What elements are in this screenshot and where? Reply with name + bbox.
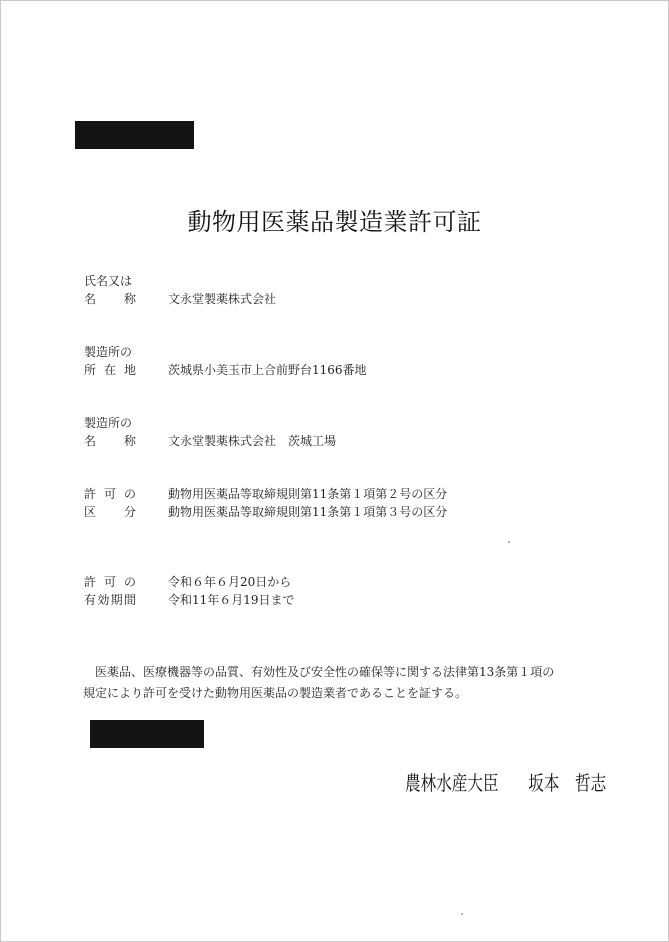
- signatory-name: 坂本 哲志: [528, 771, 607, 795]
- field-name-label-line1: 氏名又は: [84, 274, 133, 288]
- field-facility-label-line2: 名 称: [84, 434, 136, 448]
- field-validity-value-line2: 令和11年６月19日まで: [168, 593, 295, 607]
- field-address-label-line2: 所 在 地: [84, 363, 136, 377]
- field-name-label-line2: 名 称: [84, 292, 136, 306]
- scan-speck: [508, 541, 510, 543]
- redacted-block-top: [75, 121, 194, 149]
- scan-speck: [461, 913, 463, 915]
- field-permit-category: [84, 485, 447, 521]
- field-validity-label-line2: 有効期間: [84, 593, 136, 607]
- field-facility: [84, 414, 336, 450]
- statement-line2: 規定により許可を受けた動物用医薬品の製造業者であることを証する。: [83, 686, 468, 700]
- field-permit-label-line2: 区 分: [84, 505, 136, 519]
- field-permit-label-line1: 許 可 の: [84, 487, 136, 501]
- field-permit-value-line1: 動物用医薬品等取締規則第11条第１項第２号の区分: [168, 487, 448, 501]
- field-address: [84, 343, 367, 379]
- field-name-value: 文永堂製薬株式会社: [168, 292, 277, 306]
- field-permit-value-line2: 動物用医薬品等取締規則第11条第１項第３号の区分: [168, 505, 448, 519]
- field-address-label-line1: 製造所の: [84, 345, 133, 359]
- signature-block: [405, 767, 606, 796]
- field-facility-value: 文永堂製薬株式会社 茨城工場: [168, 434, 337, 448]
- field-validity-value-line1: 令和６年６月20日から: [168, 575, 292, 589]
- certification-statement: [83, 662, 593, 704]
- field-validity: [84, 573, 295, 609]
- document-title: 動物用医薬品製造業許可証: [187, 208, 482, 236]
- field-name: [84, 272, 276, 308]
- field-address-value: 茨城県小美玉市上合前野台1166番地: [168, 363, 367, 377]
- field-validity-label-line1: 許 可 の: [84, 575, 136, 589]
- statement-line1: 医薬品、医療機器等の品質、有効性及び安全性の確保等に関する法律第13条第１項の: [95, 665, 555, 679]
- signatory-title: 農林水産大臣: [405, 771, 499, 795]
- redacted-block-date: [90, 720, 204, 748]
- field-facility-label-line1: 製造所の: [84, 416, 133, 430]
